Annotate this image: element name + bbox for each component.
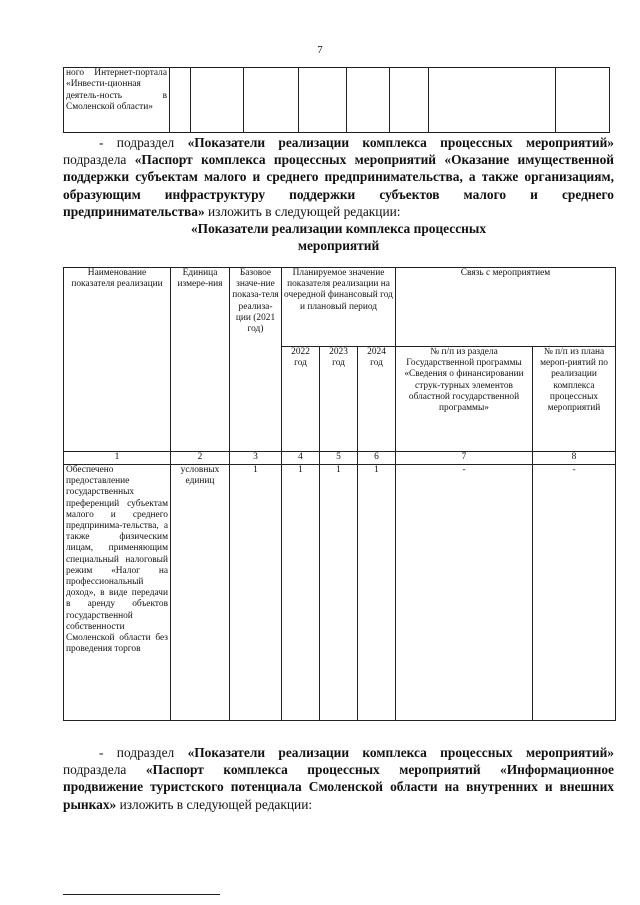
section-title: «Показатели реализации комплекса процессных [190,221,487,236]
column-number: 3 [230,452,282,465]
header-planned: Планируемое значение показателя реализации на очередной финансовый год и плановый период [282,268,396,347]
amendment-paragraph [63,744,614,813]
section-title: мероприятий [297,238,380,253]
paragraph-bold-text: «Показатели реализации комплекса процессных мероприятий» [187,135,614,150]
table-cell: ного Интернет-портала «Инвести-ционная деятель-ность в Смоленской области» [64,68,170,133]
paragraph-text: - подраздел [99,745,188,760]
header-2023: 2023 год [320,347,358,452]
table-cell [556,68,610,133]
column-number: 2 [171,452,230,465]
indicators-table [63,267,616,721]
indicator-2024: 1 [358,465,396,721]
header-unit: Единица измере-ния [171,268,230,452]
header-name: Наименование показателя реализации [64,268,171,452]
page-number: 7 [317,44,323,56]
continued-table [63,67,610,133]
column-number: 4 [282,452,320,465]
paragraph-text: - подраздел [99,135,188,150]
table-header-row [64,268,616,347]
header-link-plan: № п/п из плана мероп-риятий по реализации комплекса процессных мероприятий [533,347,616,452]
indicator-2023: 1 [320,465,358,721]
header-link-section: № п/п из раздела Государственной программы «Сведения о финансировании струк-турных элементов областной государственной программы» [396,347,533,452]
header-base: Базовое значе-ние показа-теля реализа-ции (2021 год) [230,268,282,452]
indicator-link-section: - [396,465,533,721]
paragraph-bold-text: «Паспорт комплекса процессных мероприятий «Информационное продвижение туристского потенциала Смоленской области на внутренних и внешних рынках» [63,762,614,812]
column-number: 6 [358,452,396,465]
header-link: Связь с мероприятием [396,268,616,347]
header-2024: 2024 год [358,347,396,452]
column-number: 7 [396,452,533,465]
footnote-divider [63,894,220,895]
table-cell [347,68,390,133]
column-number: 1 [64,452,171,465]
table-row [64,465,616,721]
column-number: 8 [533,452,616,465]
table-cell [244,68,299,133]
paragraph-text: подраздела [63,762,146,778]
indicator-link-plan: - [533,465,616,721]
table-cell [170,68,191,133]
paragraph-bold-text: «Показатели реализации комплекса процессных мероприятий» [187,745,614,760]
table-cell [429,68,556,133]
indicator-name: Обеспечено предоставление государственных преференций субъектам малого и среднего предпринима-тельства, а также физическим лицам, применяющим специальный налоговый режим «Налог на профессиональный доход», в виде передачи в аренду объектов государственной собственности Смоленской области без проведения торгов [64,465,171,721]
header-2022: 2022 год [282,347,320,452]
indicator-2022: 1 [282,465,320,721]
paragraph-text: подраздела [63,152,135,168]
paragraph-text: изложить в следующей редакции: [204,203,401,219]
paragraph-text: изложить в следующей редакции: [116,796,313,812]
paragraph-bold-text: «Паспорт комплекса процессных мероприятий «Оказание имущественной поддержки субъектам малого и среднего предпринимательства, а также организациям, образующим инфраструктуру поддержки субъектов малого и среднего предпринимательства» [63,152,614,219]
indicator-base: 1 [230,465,282,721]
table-cell [390,68,429,133]
indicator-unit: условных единиц [171,465,230,721]
column-number: 5 [320,452,358,465]
table-row [64,68,610,133]
column-numbers-row [64,452,616,465]
amendment-paragraph [63,134,614,220]
table-cell [191,68,244,133]
table-cell [299,68,347,133]
